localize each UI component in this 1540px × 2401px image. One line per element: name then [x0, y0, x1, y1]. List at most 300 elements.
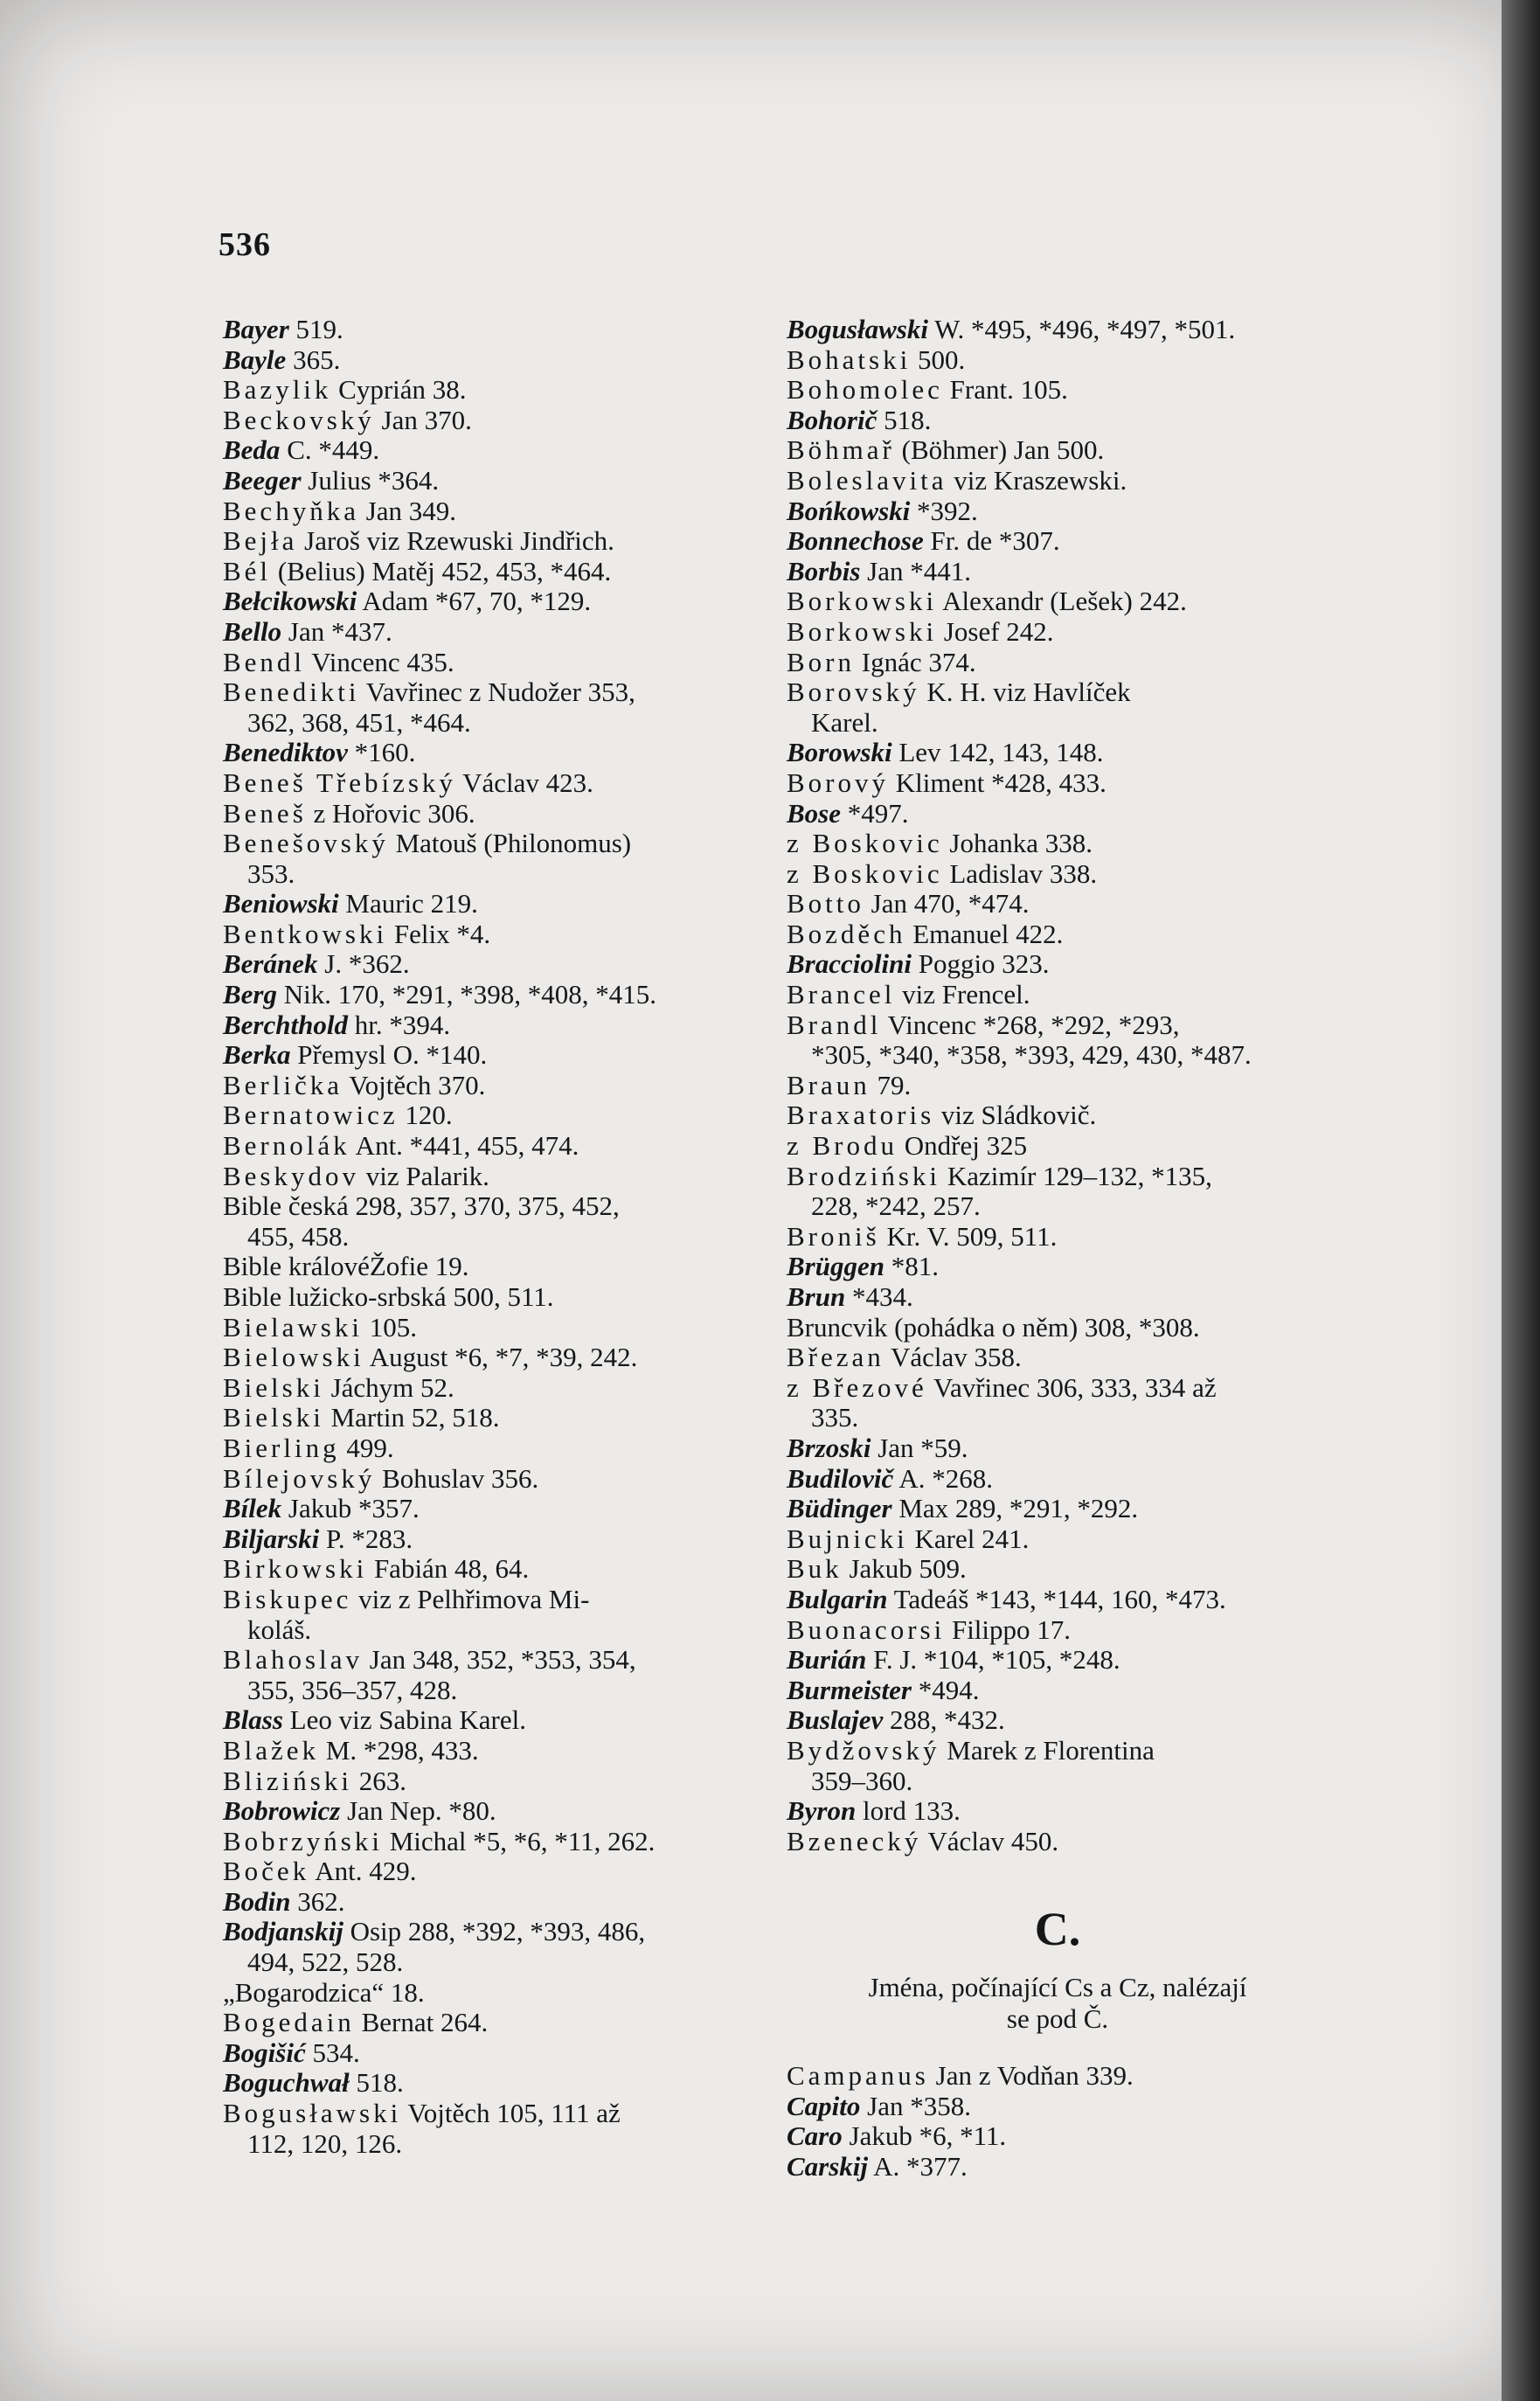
entry-name: Boguchwał — [223, 2067, 350, 2099]
entry-references: Vavřinec 306, 333, 334 až — [926, 1371, 1217, 1403]
entry-references: Kr. V. 509, 511. — [879, 1220, 1058, 1252]
entry-references: Vincenc 435. — [305, 646, 454, 677]
index-entry — [223, 799, 765, 829]
index-entry — [787, 1282, 1328, 1313]
entry-name: Bielowski — [223, 1342, 364, 1373]
index-entry — [787, 799, 1328, 829]
entry-name: Bodin — [223, 1885, 291, 1917]
entry-references: 518. — [877, 404, 932, 435]
entry-references: Jakub *357. — [281, 1493, 420, 1524]
index-entry — [223, 1796, 765, 1827]
entry-continuation: 353. — [247, 857, 295, 889]
entry-references: hr. *394. — [347, 1009, 451, 1040]
entry-name: Borkowski — [787, 615, 938, 647]
entry-name: z Boskovic — [787, 857, 943, 889]
index-entry — [223, 1131, 765, 1162]
entry-references: (pohádka o něm) 308, *308. — [887, 1311, 1200, 1343]
entry-references: *497. — [841, 797, 909, 829]
index-entry — [223, 1585, 765, 1645]
entry-name: Buk — [787, 1553, 843, 1585]
index-entry — [223, 1645, 765, 1705]
entry-name: Bose — [787, 797, 841, 829]
entry-name: Bohorič — [787, 404, 878, 435]
entry-name: Bierling — [223, 1432, 340, 1463]
entry-name: Bernatowicz — [223, 1100, 399, 1131]
index-entry — [223, 1313, 765, 1343]
entry-name: Bobrowicz — [223, 1795, 341, 1827]
entry-name: Carskij — [787, 2151, 869, 2182]
index-column-right — [787, 315, 1328, 2182]
entry-references: Filippo 17. — [945, 1613, 1072, 1645]
entry-references: Ondřej 325 — [898, 1130, 1028, 1162]
entry-references: viz Frencel. — [895, 979, 1030, 1010]
index-entry — [787, 1796, 1328, 1827]
index-entry — [787, 1313, 1328, 1343]
entry-references: 298, 357, 370, 375, 452, — [348, 1190, 620, 1222]
entry-references: viz z Pelhřimova Mi- — [351, 1583, 590, 1614]
entry-name: Bydžovský — [787, 1734, 940, 1766]
entry-references: Jan *437. — [281, 615, 392, 647]
entry-name: Bél — [223, 555, 272, 586]
entry-name: Beneš Třebízský — [223, 767, 456, 798]
index-entry — [787, 648, 1328, 678]
entry-name: Bogedain — [223, 2007, 355, 2038]
index-entry — [787, 1554, 1328, 1585]
entry-references: Vojtěch 370. — [343, 1069, 486, 1100]
entry-references: 518. — [349, 2067, 404, 2099]
entry-name: Botto — [787, 888, 864, 919]
entry-references: 19. — [428, 1251, 469, 1282]
index-entry — [223, 1917, 765, 1977]
entry-references: viz Sládkovič. — [934, 1100, 1097, 1131]
index-entry — [787, 1373, 1328, 1433]
index-entry — [223, 1554, 765, 1585]
entry-name: Bejła — [223, 525, 298, 557]
entry-name: z Březové — [787, 1371, 927, 1403]
entry-references: Jan 348, 352, *353, 354, — [363, 1644, 636, 1676]
index-entry — [787, 1464, 1328, 1495]
index-entry — [787, 1222, 1328, 1253]
entry-name: Blass — [223, 1704, 283, 1736]
entry-name: Benedikti — [223, 677, 360, 708]
index-entry — [223, 345, 765, 376]
entry-name: Böhmař — [787, 434, 895, 466]
index-entry — [787, 1585, 1328, 1615]
index-entry — [223, 1100, 765, 1131]
section-heading-c: C. — [1034, 1903, 1081, 1956]
entry-name: Brüggen — [787, 1251, 884, 1282]
entry-name: Beckovský — [223, 404, 375, 435]
entry-name: Benešovský — [223, 828, 389, 859]
entry-name: Bońkowski — [787, 495, 911, 526]
index-entry — [787, 435, 1328, 466]
entry-continuation: 359–360. — [811, 1765, 913, 1796]
index-entry — [787, 1100, 1328, 1131]
index-entry — [787, 889, 1328, 919]
entry-name: Bendl — [223, 646, 306, 677]
entry-references: Fr. de *307. — [923, 525, 1060, 557]
index-entry — [787, 1162, 1328, 1222]
entry-name: Caro — [787, 2120, 843, 2152]
entry-name: Burián — [787, 1644, 867, 1676]
index-entry — [787, 919, 1328, 950]
index-entry — [787, 949, 1328, 980]
entry-name: Bogusławski — [223, 2098, 402, 2129]
section-note-line-2: se pod Č. — [1006, 2003, 1109, 2035]
entry-continuation: koláš. — [247, 1613, 312, 1645]
entry-name: Bayle — [223, 343, 287, 375]
index-entry — [223, 2068, 765, 2099]
index-entry — [223, 829, 765, 889]
entry-references: 105. — [363, 1311, 417, 1343]
entry-continuation: 228, *242, 257. — [811, 1190, 981, 1222]
entry-references: August *6, *7, *39, 242. — [364, 1342, 638, 1373]
entry-references: Jan 349. — [358, 495, 457, 526]
index-entry — [787, 345, 1328, 376]
index-entry — [223, 677, 765, 738]
index-entry — [787, 980, 1328, 1010]
entry-references: Jan Nep. *80. — [340, 1795, 496, 1827]
index-entry — [223, 1010, 765, 1041]
entry-references: Karel 241. — [907, 1523, 1030, 1554]
entry-references: 534. — [305, 2037, 360, 2068]
index-entry — [787, 2092, 1328, 2122]
entry-name: Borkowski — [787, 586, 938, 617]
entry-name: Bogišić — [223, 2037, 306, 2068]
index-entry — [223, 738, 765, 768]
entry-references: Matouš (Philonomus) — [388, 828, 632, 859]
index-entry — [787, 768, 1328, 799]
entry-name: Bzenecký — [787, 1825, 922, 1856]
index-entry — [223, 1040, 765, 1071]
entry-references: J. *362. — [317, 948, 410, 980]
entry-references: 365. — [286, 343, 341, 375]
entry-references: M. *298, 433. — [319, 1734, 479, 1766]
entry-name: Bello — [223, 615, 282, 647]
entry-name: Birkowski — [223, 1553, 368, 1585]
entry-name: Brzoski — [787, 1432, 871, 1463]
entry-references: C. *449. — [280, 434, 380, 466]
index-entry — [223, 1162, 765, 1192]
right-entries — [787, 315, 1328, 1856]
entry-name: Brun — [787, 1281, 846, 1312]
entry-name: Berg — [223, 979, 277, 1010]
entry-references: Vavřinec z Nudožer 353, — [359, 677, 635, 708]
entry-references: Tadeáš *143, *144, 160, *473. — [887, 1583, 1226, 1614]
entry-name: Borový — [787, 767, 889, 798]
entry-name: Bodjanskij — [223, 1916, 343, 1947]
entry-name: Capito — [787, 2090, 861, 2121]
index-entry — [787, 738, 1328, 768]
entry-references: 499. — [339, 1432, 394, 1463]
index-entry — [787, 1827, 1328, 1857]
entry-continuation: Karel. — [811, 706, 878, 738]
entry-references: Ladislav 338. — [942, 857, 1098, 889]
entry-references: Ant. *441, 455, 474. — [350, 1130, 579, 1162]
entry-name: Bazylik — [223, 374, 332, 406]
entry-name: „Bogarodzica“ — [223, 1976, 385, 2008]
entry-name: Budilovič — [787, 1462, 894, 1494]
index-entry — [223, 889, 765, 919]
index-entry — [223, 980, 765, 1010]
index-entry — [223, 1494, 765, 1524]
index-entry — [223, 949, 765, 980]
entry-name: Born — [787, 646, 855, 677]
index-entry — [223, 2038, 765, 2069]
index-entry — [787, 2121, 1328, 2152]
entry-references: Josef 242. — [937, 615, 1054, 647]
entry-name: Boček — [223, 1856, 310, 1887]
entry-name: Biljarski — [223, 1523, 320, 1554]
entry-references: Mauric 219. — [338, 888, 478, 919]
entry-references: Jaroš viz Rzewuski Jindřich. — [297, 525, 614, 557]
entry-name: Blahoslav — [223, 1644, 363, 1676]
index-entry — [223, 1705, 765, 1736]
entry-references: Jan 470, *474. — [864, 888, 1030, 919]
entry-references: Přemysl O. *140. — [290, 1039, 488, 1071]
entry-continuation: *305, *340, *358, *393, 429, 430, *487. — [811, 1039, 1252, 1071]
entry-name: Beda — [223, 434, 281, 466]
index-entry — [223, 2099, 765, 2159]
entry-name: z Brodu — [787, 1130, 898, 1162]
entry-references: A. *268. — [893, 1462, 993, 1494]
index-entry — [787, 1433, 1328, 1464]
index-entry — [223, 919, 765, 950]
index-entry — [787, 677, 1328, 738]
entry-name: Beniowski — [223, 888, 339, 919]
index-entry — [223, 1464, 765, 1495]
index-entry — [787, 1736, 1328, 1796]
index-entry — [223, 375, 765, 406]
entry-name: Broniš — [787, 1220, 880, 1252]
entry-continuation: 355, 356–357, 428. — [247, 1674, 458, 1705]
index-entry — [223, 1524, 765, 1555]
entry-name: Borovský — [787, 677, 920, 708]
index-entry — [223, 1191, 765, 1252]
entry-name: Bílejovský — [223, 1462, 376, 1494]
index-entry — [223, 1403, 765, 1433]
section-note-line-1: Jména, počínající Cs a Cz, nalézají — [868, 1972, 1247, 2003]
index-entry — [223, 617, 765, 648]
entry-name: Bernolák — [223, 1130, 350, 1162]
entry-references: 79. — [870, 1069, 912, 1100]
entry-references: Leo viz Sabina Karel. — [282, 1704, 526, 1736]
entry-name: Braun — [787, 1069, 871, 1100]
entry-references: Ignác 374. — [855, 646, 976, 677]
entry-references: W. *495, *496, *497, *501. — [927, 314, 1236, 344]
entry-name: Beskydov — [223, 1160, 359, 1191]
entry-name: Berka — [223, 1039, 291, 1071]
entry-name: Bielawski — [223, 1311, 363, 1343]
entry-references: Michal *5, *6, *11, 262. — [382, 1825, 656, 1856]
page-edge-shadow — [1502, 0, 1540, 2401]
index-entry — [223, 526, 765, 557]
index-entry — [787, 496, 1328, 527]
entry-references: 500, 511. — [446, 1281, 554, 1312]
index-entry — [223, 315, 765, 345]
entry-references: Ant. 429. — [309, 1856, 417, 1887]
entry-references: 263. — [351, 1765, 406, 1796]
entry-name: Benediktov — [223, 737, 348, 768]
entry-name: Beneš — [223, 797, 307, 829]
entry-name: Bielski — [223, 1402, 324, 1433]
entry-references: Bohuslav 356. — [375, 1462, 539, 1494]
entry-references: Vincenc *268, *292, *293, — [881, 1009, 1180, 1040]
entry-references: z Hořovic 306. — [306, 797, 475, 829]
entry-references: Adam *67, 70, *129. — [357, 586, 592, 617]
index-entry — [787, 1615, 1328, 1646]
entry-references: viz Palarik. — [359, 1160, 489, 1191]
entry-references: Jáchym 52. — [323, 1371, 454, 1403]
index-entry — [787, 1252, 1328, 1282]
index-entry — [787, 2152, 1328, 2182]
index-entry — [223, 768, 765, 799]
index-entry — [223, 557, 765, 587]
entry-name: Bełcikowski — [223, 586, 357, 617]
index-entry — [787, 1010, 1328, 1071]
entry-name: z Boskovic — [787, 828, 943, 859]
entry-references: Johanka 338. — [942, 828, 1093, 859]
index-entry — [787, 1494, 1328, 1524]
entry-references: Bernat 264. — [354, 2007, 489, 2038]
entry-name: Bible královéŽofie — [223, 1251, 428, 1282]
section-note — [787, 1972, 1328, 2035]
index-entry — [223, 435, 765, 466]
entry-references: Vojtěch 105, 111 až — [401, 2098, 621, 2129]
entry-name: Beránek — [223, 948, 318, 980]
entry-references: (Belius) Matěj 452, 453, *464. — [271, 555, 612, 586]
entry-references: 288, *432. — [883, 1704, 1005, 1736]
entry-name: Brodziński — [787, 1160, 941, 1191]
entry-name: Bozděch — [787, 918, 906, 949]
index-entry — [787, 617, 1328, 648]
entry-name: Březan — [787, 1342, 884, 1373]
entry-name: Buslajev — [787, 1704, 884, 1736]
entry-references: Lev 142, 143, 148. — [891, 737, 1104, 768]
index-entry — [787, 315, 1328, 345]
index-entry — [223, 1827, 765, 1857]
index-entry — [787, 1705, 1328, 1736]
entry-name: Borbis — [787, 555, 861, 586]
entry-references: viz Kraszewski. — [947, 464, 1127, 496]
entry-references: Felix *4. — [387, 918, 491, 949]
entry-name: Bentkowski — [223, 918, 388, 949]
entry-references: F. J. *104, *105, *248. — [866, 1644, 1120, 1676]
entry-name: Borowski — [787, 737, 892, 768]
entry-references: Emanuel 422. — [905, 918, 1064, 949]
entry-references: (Böhmer) Jan 500. — [894, 434, 1105, 466]
index-entry — [787, 557, 1328, 587]
entry-references: Max 289, *291, *292. — [891, 1493, 1139, 1524]
entry-references: Kliment *428, 433. — [889, 767, 1106, 798]
entry-continuation: 494, 522, 528. — [247, 1946, 404, 1978]
entry-name: Bulgarin — [787, 1583, 888, 1614]
index-entry — [223, 1766, 765, 1797]
index-entry — [787, 1645, 1328, 1676]
entry-references: 519. — [288, 314, 343, 344]
entry-references: Jan 370. — [374, 404, 472, 435]
index-entry — [787, 1676, 1328, 1706]
entry-references: Poggio 323. — [911, 948, 1050, 980]
entry-references: Osip 288, *392, *393, 486, — [343, 1916, 646, 1947]
index-entry — [223, 1736, 765, 1766]
index-entry — [223, 648, 765, 678]
index-entry — [787, 406, 1328, 436]
entry-name: Beeger — [223, 464, 302, 496]
entry-references: Kazimír 129–132, *135, — [940, 1160, 1212, 1191]
entry-name: Bujnicki — [787, 1523, 908, 1554]
index-entry — [223, 1252, 765, 1282]
entry-name: Brancel — [787, 979, 896, 1010]
entry-references: *494. — [911, 1674, 980, 1705]
entry-continuation: 335. — [811, 1402, 859, 1433]
index-entry — [787, 1071, 1328, 1101]
entry-references: A. *377. — [868, 2151, 968, 2182]
entry-references: Alexandr (Lešek) 242. — [937, 586, 1187, 617]
entry-references: Frant. 105. — [942, 374, 1068, 406]
entry-name: Bruncvik — [787, 1311, 888, 1343]
entry-references: *81. — [884, 1251, 939, 1282]
entry-references: *434. — [845, 1281, 913, 1312]
index-entry — [223, 2008, 765, 2038]
entry-name: Bible česká — [223, 1190, 349, 1222]
index-entry — [787, 2061, 1328, 2092]
entry-name: Byron — [787, 1795, 857, 1827]
entry-references: Václav 423. — [455, 767, 593, 798]
entry-references: Václav 450. — [921, 1825, 1059, 1856]
index-entry — [787, 526, 1328, 557]
entry-name: Bielski — [223, 1371, 324, 1403]
entry-name: Bohatski — [787, 343, 912, 375]
entry-name: Bílek — [223, 1493, 282, 1524]
entry-references: P. *283. — [319, 1523, 413, 1554]
entry-name: Büdinger — [787, 1493, 892, 1524]
entry-references: Nik. 170, *291, *398, *408, *415. — [277, 979, 656, 1010]
entry-references: Jan *59. — [871, 1432, 968, 1463]
entry-references: *392. — [910, 495, 978, 526]
entry-references: *160. — [347, 737, 416, 768]
entry-references: Jakub 509. — [842, 1553, 967, 1585]
entry-references: 120. — [398, 1100, 453, 1131]
index-entry — [223, 1071, 765, 1101]
index-entry — [223, 466, 765, 496]
entry-references: Jan z Vodňan 339. — [928, 2060, 1134, 2092]
entry-references: Cyprián 38. — [331, 374, 467, 406]
index-entry — [223, 1373, 765, 1404]
index-entry — [787, 1131, 1328, 1162]
entry-name: Bliziński — [223, 1765, 352, 1796]
entry-references: K. H. viz Havlíček — [919, 677, 1131, 708]
index-entry — [223, 406, 765, 436]
entry-name: Bechyňka — [223, 495, 359, 526]
index-entry — [787, 586, 1328, 617]
entry-references: Jan *358. — [860, 2090, 971, 2121]
entry-references: 362. — [290, 1885, 345, 1917]
index-entry — [787, 859, 1328, 890]
entry-references: Václav 358. — [884, 1342, 1022, 1373]
entry-name: Bracciolini — [787, 948, 912, 980]
entry-name: Braxatoris — [787, 1100, 935, 1131]
index-entry — [223, 1282, 765, 1313]
entry-name: Brandl — [787, 1009, 882, 1040]
entry-references: Martin 52, 518. — [323, 1402, 500, 1433]
index-entry — [223, 1856, 765, 1887]
entry-references: lord 133. — [856, 1795, 961, 1827]
entry-name: Berchthold — [223, 1009, 348, 1040]
entry-continuation: 455, 458. — [247, 1220, 350, 1252]
entry-name: Campanus — [787, 2060, 929, 2092]
index-entry — [787, 829, 1328, 859]
